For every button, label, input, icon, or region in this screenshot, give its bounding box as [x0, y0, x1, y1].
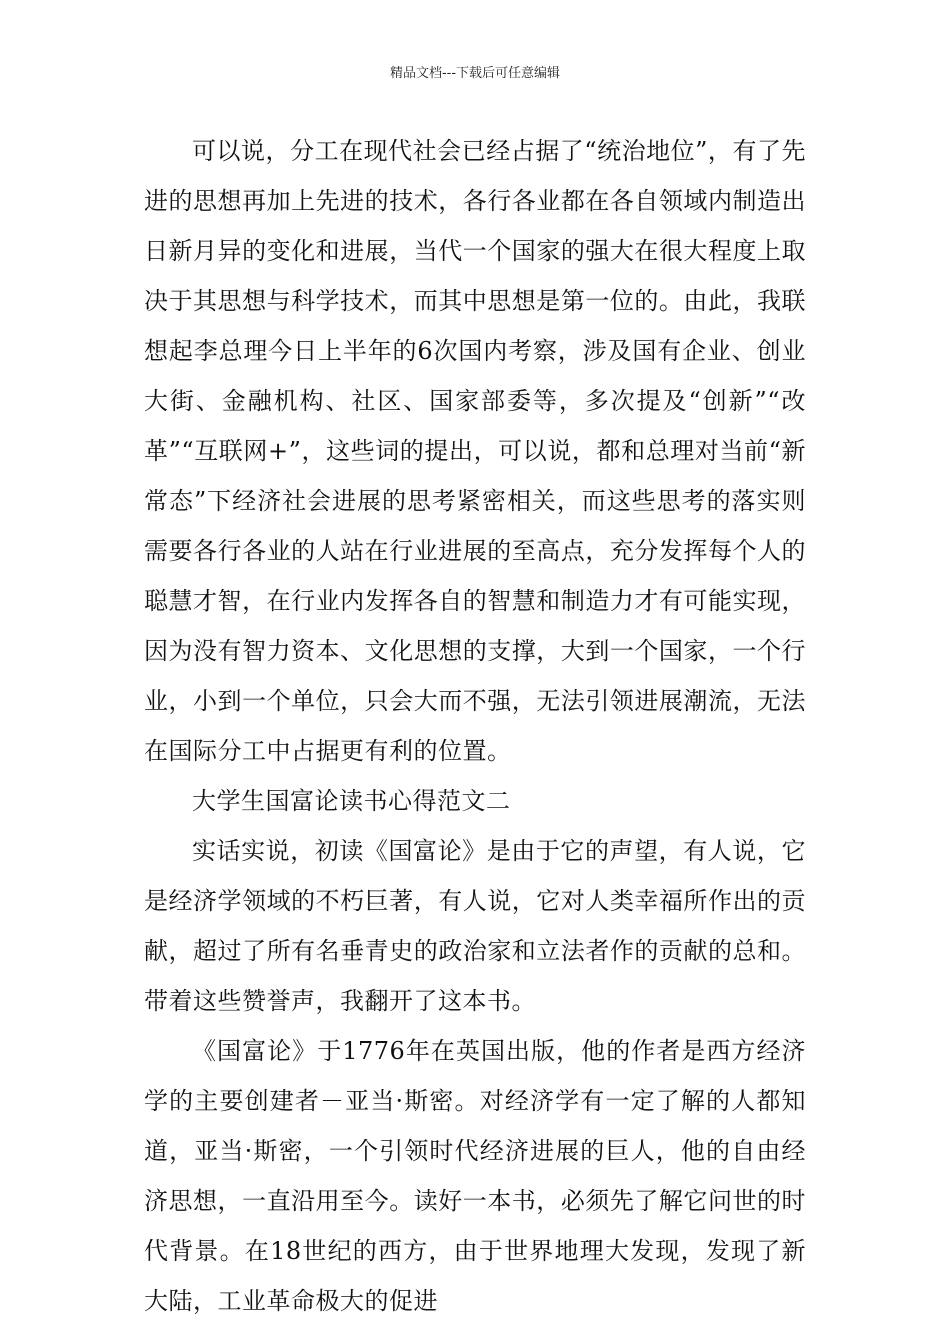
paragraph-division-of-labor: 可以说，分工在现代社会已经占据了“统治地位”，有了先进的思想再加上先进的技术，各行各业都在各自领域内制造出日新月异的变化和进展，当代一个国家的强大在很大程度上取决于其思想与科学技术，而其中思想是第一位的。由此，我联想起李总理今日上半年的6次国内考察，涉及国有企业、创业大街、金融机构、社区、国家部委等，多次提及“创新”“改革”“互联网+”，这些词的提出，可以说，都和总理对当前“新常态”下经济社会进展的思考紧密相关，而这些思考的落实则需要各行各业的人站在行业进展的至高点，充分发挥每个人的聪慧才智，在行业内发挥各自的智慧和制造力才有可能实现，因为没有智力资本、文化思想的支撑，大到一个国家，一个行业，小到一个单位，只会大而不强，无法引领进展潮流，无法在国际分工中占据更有利的位置。	[144, 137, 806, 765]
section-heading: 大学生国富论读书心得范文二	[192, 787, 511, 815]
paragraph-first-reading: 实话实说，初读《国富论》是由于它的声望，有人说，它是经济学领域的不朽巨著，有人说，它对人类幸福所作出的贡献，超过了所有名垂青史的政治家和立法者作的贡献的总和。带着这些赞誉声，我翻开了这本书。	[144, 837, 806, 1015]
paragraph-wealth-of-nations: 《国富论》于1776年在英国出版，他的作者是西方经济学的主要创建者－亚当·斯密。对经济学有一定了解的人都知道，亚当·斯密，一个引领时代经济进展的巨人，他的自由经济思想，一直沿用至今。读好一本书，必须先了解它问世的时代背景。在18世纪的西方，由于世界地理大发现，发现了新大陆，工业革命极大的促进	[144, 1037, 806, 1315]
page-header: 精品文档---下载后可任意编辑	[389, 66, 561, 81]
document-body	[144, 126, 806, 1326]
